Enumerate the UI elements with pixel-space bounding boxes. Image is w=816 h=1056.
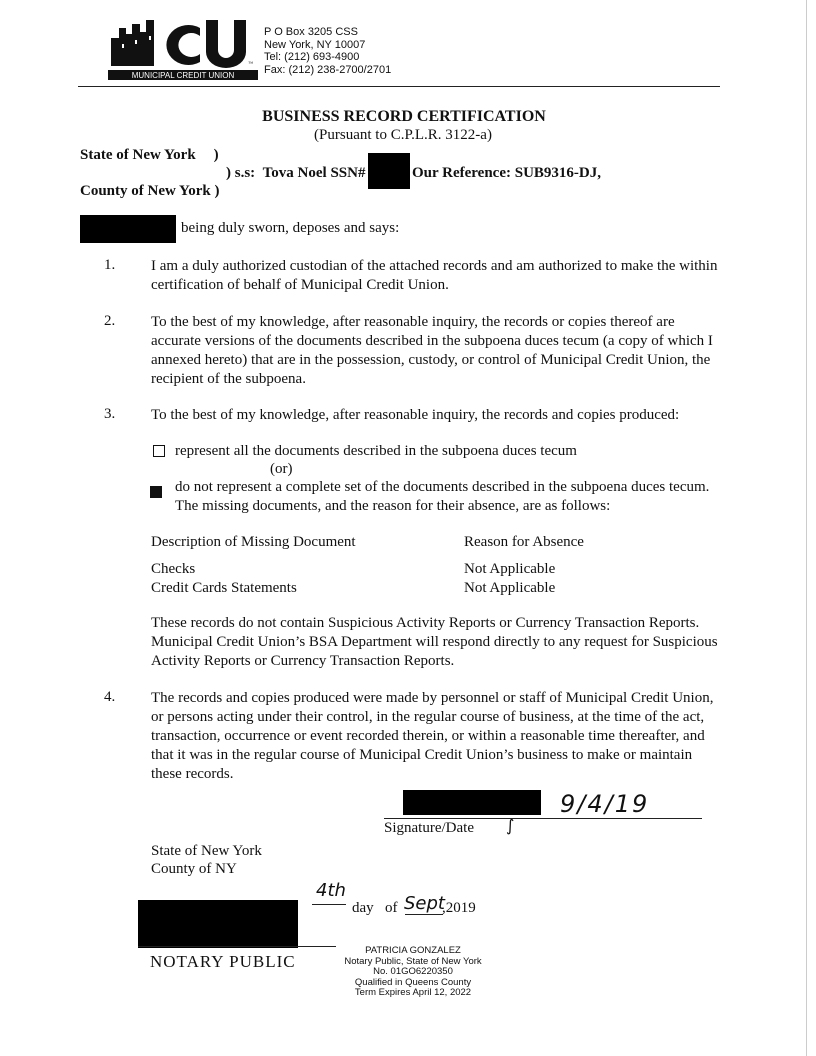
stamp-line: Notary Public, State of New York: [344, 955, 482, 967]
table-cell: Credit Cards Statements: [151, 580, 297, 596]
day-blank: [312, 904, 346, 905]
our-reference: Our Reference: SUB9316-DJ,: [412, 165, 601, 181]
item-number: 1.: [104, 257, 116, 273]
notary-redaction: [138, 900, 298, 948]
phone-line: Tel: (212) 693-4900: [264, 51, 360, 63]
handwritten-date: 9/4/19: [560, 790, 650, 818]
day-label: day: [352, 900, 374, 916]
mcu-logo: [108, 14, 258, 80]
redaction-box: [80, 215, 176, 243]
stamp-line: Term Expires April 12, 2022: [354, 987, 472, 998]
stamp-line: PATRICIA GONZALEZ: [365, 945, 461, 956]
table-cell: Not Applicable: [464, 580, 556, 596]
signature-label: Signature/Date: [384, 820, 474, 836]
option-incomplete-text: do not represent a complete set of the documents described in the subpoena duces tecum. The missing documents, and the reason for their absence, are as follows:: [175, 479, 710, 514]
option-complete-text: represent all the documents described in the subpoena duces tecum: [175, 443, 577, 459]
address-line: P O Box 3205 CSS: [264, 26, 358, 38]
notary-stamp: [328, 946, 498, 999]
fax-line: Fax: (212) 238-2700/2701: [264, 63, 392, 76]
venue-state: State of New York ): [80, 147, 219, 163]
table-header: Reason for Absence: [464, 534, 584, 550]
handwritten-day: 4th: [316, 880, 346, 901]
item-number: 4.: [104, 689, 116, 705]
item-text: To the best of my knowledge, after reasonable inquiry, the records or copies thereof are accurate versions of the documents described in the subpoena duces tecum (a copy of which I annexed hereto) that are in the possession, custody, or control of Municipal Credit Union, the recipient of the subpoena.: [151, 314, 713, 387]
item-number: 3.: [104, 406, 116, 422]
notary-state: State of New York: [151, 843, 262, 859]
logo-subtitle: MUNICIPAL CREDIT UNION: [131, 71, 235, 80]
of-label: of: [385, 900, 398, 916]
subject-name: Tova Noel SSN#: [262, 165, 366, 181]
notary-county: County of NY: [151, 861, 237, 877]
svg-text:™: ™: [248, 62, 253, 67]
signature-scribble: ∫: [506, 816, 515, 835]
signature-redaction: [403, 790, 541, 815]
document-title: BUSINESS RECORD CERTIFICATION: [262, 108, 546, 125]
item-text: To the best of my knowledge, after reasonable inquiry, the records and copies produced:: [151, 407, 680, 423]
address-line: New York, NY 10007: [264, 38, 366, 51]
letterhead-address: [264, 26, 391, 76]
document-subtitle: (Pursuant to C.P.L.R. 3122-a): [314, 127, 492, 143]
notary-signature-line: [138, 946, 336, 947]
deposition-intro: being duly sworn, deposes and says:: [181, 220, 400, 236]
month-blank: [405, 914, 443, 915]
venue-county: County of New York ): [80, 183, 220, 199]
letterhead-divider: [78, 86, 720, 87]
handwritten-month: Sept: [404, 893, 445, 914]
sar-note: These records do not contain Suspicious Activity Reports or Currency Transaction Reports. Municipal Credit Union’s BSA Department will respond directly to any request for Suspicious Activity Reports or Currency Transaction Reports.: [151, 615, 718, 669]
stamp-line: Qualified in Queens County: [354, 976, 472, 988]
unchecked-checkbox[interactable]: [153, 445, 165, 457]
notary-public-label: NOTARY PUBLIC: [150, 952, 296, 971]
table-cell: Not Applicable: [464, 561, 556, 577]
page-edge: [806, 0, 807, 1056]
sworn-year: ,2019: [442, 900, 476, 916]
venue-ss-line: ) s.s: Tova Noel SSN#: [226, 165, 366, 181]
table-cell: Checks: [151, 561, 196, 577]
checked-checkbox[interactable]: [150, 486, 162, 498]
item-text: I am a duly authorized custodian of the attached records and am authorized to make the within certification of behalf of Municipal Credit Union.: [151, 258, 718, 293]
option-or: (or): [270, 461, 293, 477]
table-header: Description of Missing Document: [151, 534, 356, 550]
item-text: The records and copies produced were made by personnel or staff of Municipal Credit Union, or persons acting under their control, in the regular course of business, at the time of the act, transaction, occurrence or event recorded therein, or within a reasonable time thereafter, and that it was in the regular course of Municipal Credit Union’s business to make or maintain these records.: [151, 690, 714, 782]
stamp-line: No. 01GO6220350: [373, 966, 453, 977]
redaction-box: [368, 153, 410, 189]
item-number: 2.: [104, 313, 116, 329]
